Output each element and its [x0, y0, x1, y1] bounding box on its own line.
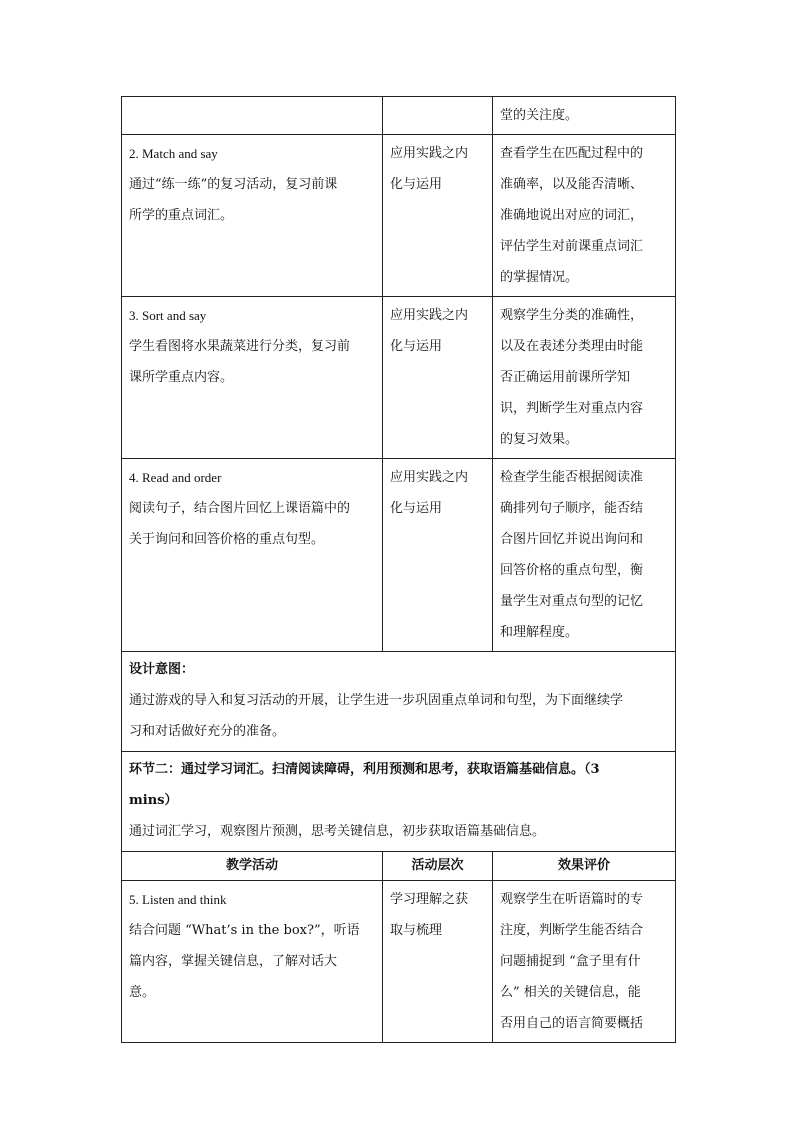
table-row [122, 752, 676, 852]
evaluation-line: 问题捕捉到 “盒子里有什 [500, 954, 641, 969]
header-activity: 教学活动 [122, 852, 383, 881]
section-two-cell [122, 752, 676, 852]
level-cell [383, 97, 493, 135]
section-two-heading: 环节二：通过学习词汇。扫清阅读障碍，利用预测和思考，获取语篇基础信息。（3 [129, 762, 600, 777]
activity-desc-line: 所学的重点词汇。 [129, 208, 234, 223]
activity-title: 2. Match and say [129, 146, 218, 161]
evaluation-line: 量学生对重点句型的记忆 [500, 594, 644, 609]
activity-desc-line: 学生看图将水果蔬菜进行分类，复习前 [129, 339, 351, 354]
level-line: 应用实践之内 [390, 470, 469, 485]
activity-title: 3. Sort and say [129, 308, 207, 323]
activity-title: 5. Listen and think [129, 892, 227, 907]
evaluation-line: 检查学生能否根据阅读准 [500, 470, 644, 485]
evaluation-line: 的复习效果。 [500, 432, 579, 447]
table-header-row [122, 852, 676, 881]
level-cell [383, 881, 493, 1043]
level-cell [383, 297, 493, 459]
level-line: 化与运用 [390, 339, 443, 354]
activity-desc-line: 关于询问和回答价格的重点句型。 [129, 532, 325, 547]
table-row [122, 135, 676, 297]
evaluation-cell [493, 135, 676, 297]
evaluation-line: 否用自己的语言简要概括 [500, 1016, 644, 1031]
level-line: 取与梳理 [390, 923, 443, 938]
evaluation-line: 和理解程度。 [500, 625, 579, 640]
evaluation-cell [493, 297, 676, 459]
activity-desc-line: 结合问题 “What’s in the box?”，听语 [129, 923, 360, 938]
design-intent-heading: 设计意图： [129, 662, 195, 677]
evaluation-line: 查看学生在匹配过程中的 [500, 146, 644, 161]
activity-desc-line: 意。 [129, 985, 156, 1000]
activity-cell [122, 135, 383, 297]
table-row [122, 881, 676, 1043]
evaluation-line: 评估学生对前课重点词汇 [500, 239, 644, 254]
lesson-plan-table [121, 96, 676, 1043]
evaluation-cell [493, 881, 676, 1043]
activity-cell [122, 459, 383, 652]
activity-desc-line: 篇内容，掌握关键信息，了解对话大 [129, 954, 338, 969]
evaluation-line: 回答价格的重点句型，衡 [500, 563, 644, 578]
evaluation-line: 以及在表述分类理由时能 [500, 339, 644, 354]
evaluation-cell [493, 97, 676, 135]
activity-cell [122, 97, 383, 135]
header-level: 活动层次 [383, 852, 493, 881]
activity-cell [122, 881, 383, 1043]
design-intent-line: 习和对话做好充分的准备。 [129, 724, 286, 739]
evaluation-cell [493, 459, 676, 652]
activity-desc-line: 课所学重点内容。 [129, 370, 234, 385]
evaluation-line: 确排列句子顺序，能否结 [500, 501, 644, 516]
design-intent-line: 通过游戏的导入和复习活动的开展，让学生进一步巩固重点单词和句型，为下面继续学 [129, 693, 624, 708]
evaluation-line: 否正确运用前课所学知 [500, 370, 631, 385]
header-evaluation: 效果评价 [493, 852, 676, 881]
table-row [122, 97, 676, 135]
activity-title: 4. Read and order [129, 470, 222, 485]
evaluation-line: 堂的关注度。 [500, 108, 579, 123]
table-row [122, 459, 676, 652]
lesson-plan-page [121, 96, 674, 1043]
evaluation-line: 的掌握情况。 [500, 270, 579, 285]
level-line: 化与运用 [390, 501, 443, 516]
level-line: 化与运用 [390, 177, 443, 192]
level-line: 应用实践之内 [390, 308, 469, 323]
evaluation-line: 准确地说出对应的词汇， [500, 208, 644, 223]
section-two-heading: mins） [129, 793, 178, 808]
level-cell [383, 135, 493, 297]
evaluation-line: 准确率，以及能否清晰、 [500, 177, 644, 192]
level-cell [383, 459, 493, 652]
section-two-text: 通过词汇学习，观察图片预测，思考关键信息，初步获取语篇基础信息。 [129, 824, 546, 839]
activity-cell [122, 297, 383, 459]
level-line: 应用实践之内 [390, 146, 469, 161]
evaluation-line: 识，判断学生对重点内容 [500, 401, 644, 416]
evaluation-line: 观察学生在听语篇时的专 [500, 892, 644, 907]
evaluation-line: 注度，判断学生能否结合 [500, 923, 644, 938]
activity-desc-line: 通过“练一练”的复习活动，复习前课 [129, 177, 338, 192]
level-line: 学习理解之获 [390, 892, 469, 907]
activity-desc-line: 阅读句子，结合图片回忆上课语篇中的 [129, 501, 351, 516]
evaluation-line: 么” 相关的关键信息，能 [500, 985, 641, 1000]
table-row [122, 297, 676, 459]
design-intent-cell [122, 652, 676, 752]
table-row [122, 652, 676, 752]
evaluation-line: 合图片回忆并说出询问和 [500, 532, 644, 547]
evaluation-line: 观察学生分类的准确性， [500, 308, 644, 323]
